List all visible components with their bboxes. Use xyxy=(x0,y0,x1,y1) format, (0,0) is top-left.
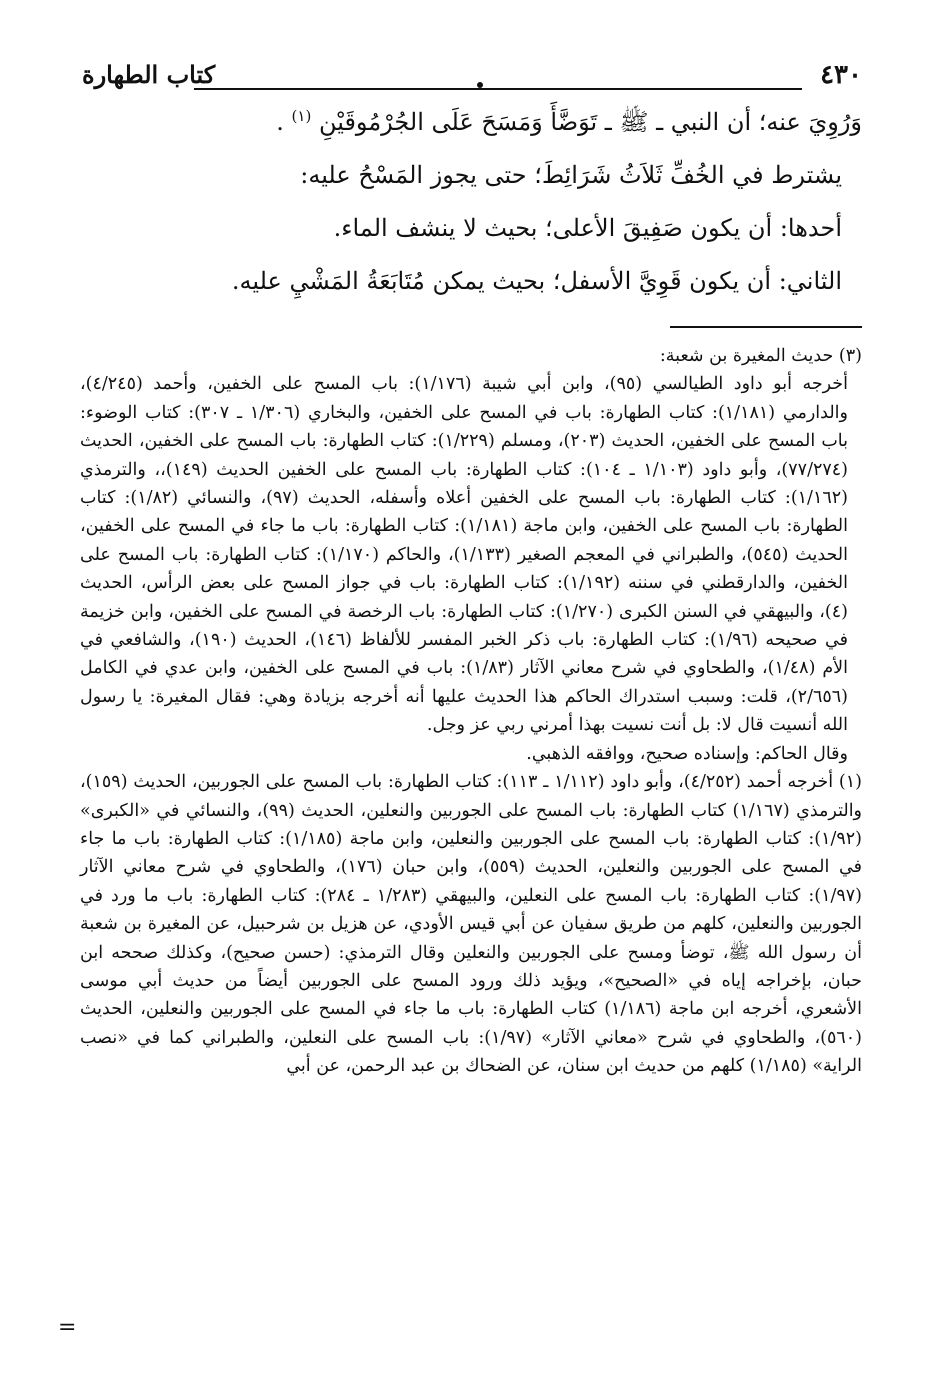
footnote-marker: (١) xyxy=(291,107,312,125)
main-line-1-end: . xyxy=(276,108,284,136)
continuation-mark: = xyxy=(58,1315,77,1340)
main-text xyxy=(231,96,862,308)
footnote-3-body: أخرجه أبو داود الطيالسي (٩٥)، وابن أبي شيبة (١/١٧٦): باب المسح على الخفين، وأحمد (٤/٢٤٥)، والدارمي (١/١٨١): كتاب الطهارة: باب في المسح على الخفين، والبخاري (١/٣٠٦ ـ ٣٠٧): كتاب الوضوء: باب المسح على الخفين، الحديث (٢٠٣)، ومسلم (١/٢٢٩): كتاب الطهارة: باب المسح على الخفين، الحديث (٧٧/٢٧٤)، وأبو داود (١/١٠٣ ـ ١٠٤): كتاب الطهارة: باب المسح على الخفين الحديث (١٤٩)،، والترمذي (١/١٦٢): كتاب الطهارة: باب المسح على الخفين أعلاه وأسفله، الحديث (٩٧)، والنسائي (١/٨٢): كتاب الطهارة: باب المسح على الخفين، وابن ماجة (١/١٨١): كتاب الطهارة: باب ما جاء في المسح على الخفين، الحديث (٥٤٥)، والطبراني في المعجم الصغير (١/١٣٣)، والحاكم (١/١٧٠): كتاب الطهارة: باب المسح على الخفين، والدارقطني في سننه (١/١٩٢): كتاب الطهارة: باب في جواز المسح على بعض الرأس، الحديث (٤)، والبيهقي في السنن الكبرى (١/٢٧٠): كتاب الطهارة: باب الرخصة في المسح على الخفين، وابن خزيمة في صحيحه (١/٩٦): كتاب الطهارة: باب ذكر الخبر المفسر للألفاظ (١٤٦)، الحديث (١٩٠)، والشافعي في الأم (١/٤٨)، والطحاوي في شرح معاني الآثار (١/٨٣): باب في المسح على الخفين، وابن عدي في الكامل (٢/٦٥٦)، قلت: وسبب استدراك الحاكم هذا الحديث عليها أنه أخرجه بزيادة وهي: فقال المغيرة: يا رسول الله أنسيت قال لا: بل أنت نسيت بهذا أمرني ربي عز وجل. xyxy=(80,374,849,736)
footnote-1-body: أخرجه أحمد (٤/٢٥٢)، وأبو داود (١/١١٢ ـ ١١٣): كتاب الطهارة: باب المسح على الجوربين، الحديث (١٥٩)، والترمذي (١/١٦٧) كتاب الطهارة: باب المسح على الجوربين والنعلين، الحديث (٩٩)، والنسائي في «الكبرى» (١/٩٢): كتاب الطهارة: باب المسح على الجوربين والنعلين، وابن ماجة (١/١٨٥): كتاب الطهارة: باب ما جاء في المسح على الجوربين والنعلين، الحديث (٥٥٩)، وابن حبان (١٧٦)، والطحاوي في شرح معاني الآثار (١/٩٧): كتاب الطهارة: باب المسح على النعلين، والبيهقي (١/٢٨٣ ـ ٢٨٤): كتاب الطهارة: باب ما ورد في الجوربين والنعلين، كلهم من طريق سفيان عن أبي قيس الأودي، عن هزيل بن شرحبيل، عن المغيرة بن شعبة أن رسول الله ﷺ، توضأ ومسح على الجوربين والنعلين وقال الترمذي: (حسن صحيح)، وكذلك صححه ابن حبان، بإخراجه إياه في «الصحيح»، ويؤيد ذلك ورود المسح على الجوربين أيضاً من حديث أبي موسى الأشعري، أخرجه ابن ماجة (١/١٨٦) كتاب الطهارة: باب ما جاء في المسح على الجوربين والنعلين، الحديث (٥٦٠)، والطحاوي في شرح «معاني الآثار» (١/٩٧): باب المسح على النعلين، والطبراني كما في «نصب الراية» (١/١٨٥) كلهم من حديث ابن سنان، عن الضحاك بن عبد الرحمن، عن أبي xyxy=(80,772,863,1077)
main-line-3: أحدها: أن يكون صَفِيقَ الأعلى؛ بحيث لا ينشف الماء. xyxy=(333,214,842,242)
footnote-separator xyxy=(670,326,862,328)
main-line-2: يشترط في الخُفِّ ثَلاَثُ شَرَائِطَ؛ حتى يجوز المَسْحُ عليه: xyxy=(300,161,842,189)
header-rule xyxy=(194,88,802,90)
main-line-1 xyxy=(276,96,862,149)
footnote-3-title: (٣) حديث المغيرة بن شعبة: xyxy=(659,346,862,366)
main-line-4: الثاني: أن يكون قَوِيَّ الأسفل؛ بحيث يمكن مُتَابَعَةُ المَشْيِ عليه. xyxy=(231,267,842,295)
footnote-3-comment: وقال الحاكم: وإسناده صحيح، ووافقه الذهبي. xyxy=(526,743,848,764)
book-title: كتاب الطهارة xyxy=(82,60,216,89)
footnote-1 xyxy=(80,768,862,1080)
page-header xyxy=(82,58,862,100)
footnote-1-label: (١) xyxy=(838,772,862,793)
footnotes xyxy=(80,342,862,1081)
header-dot xyxy=(477,82,483,88)
page-number: ٤٣٠ xyxy=(820,60,862,90)
main-line-1-text: وَرُوِيَ عنه؛ أن النبي ـ ﷺ ـ تَوَضَّأَ وَمَسَحَ عَلَى الجُرْمُوقَيْنِ xyxy=(318,108,862,136)
